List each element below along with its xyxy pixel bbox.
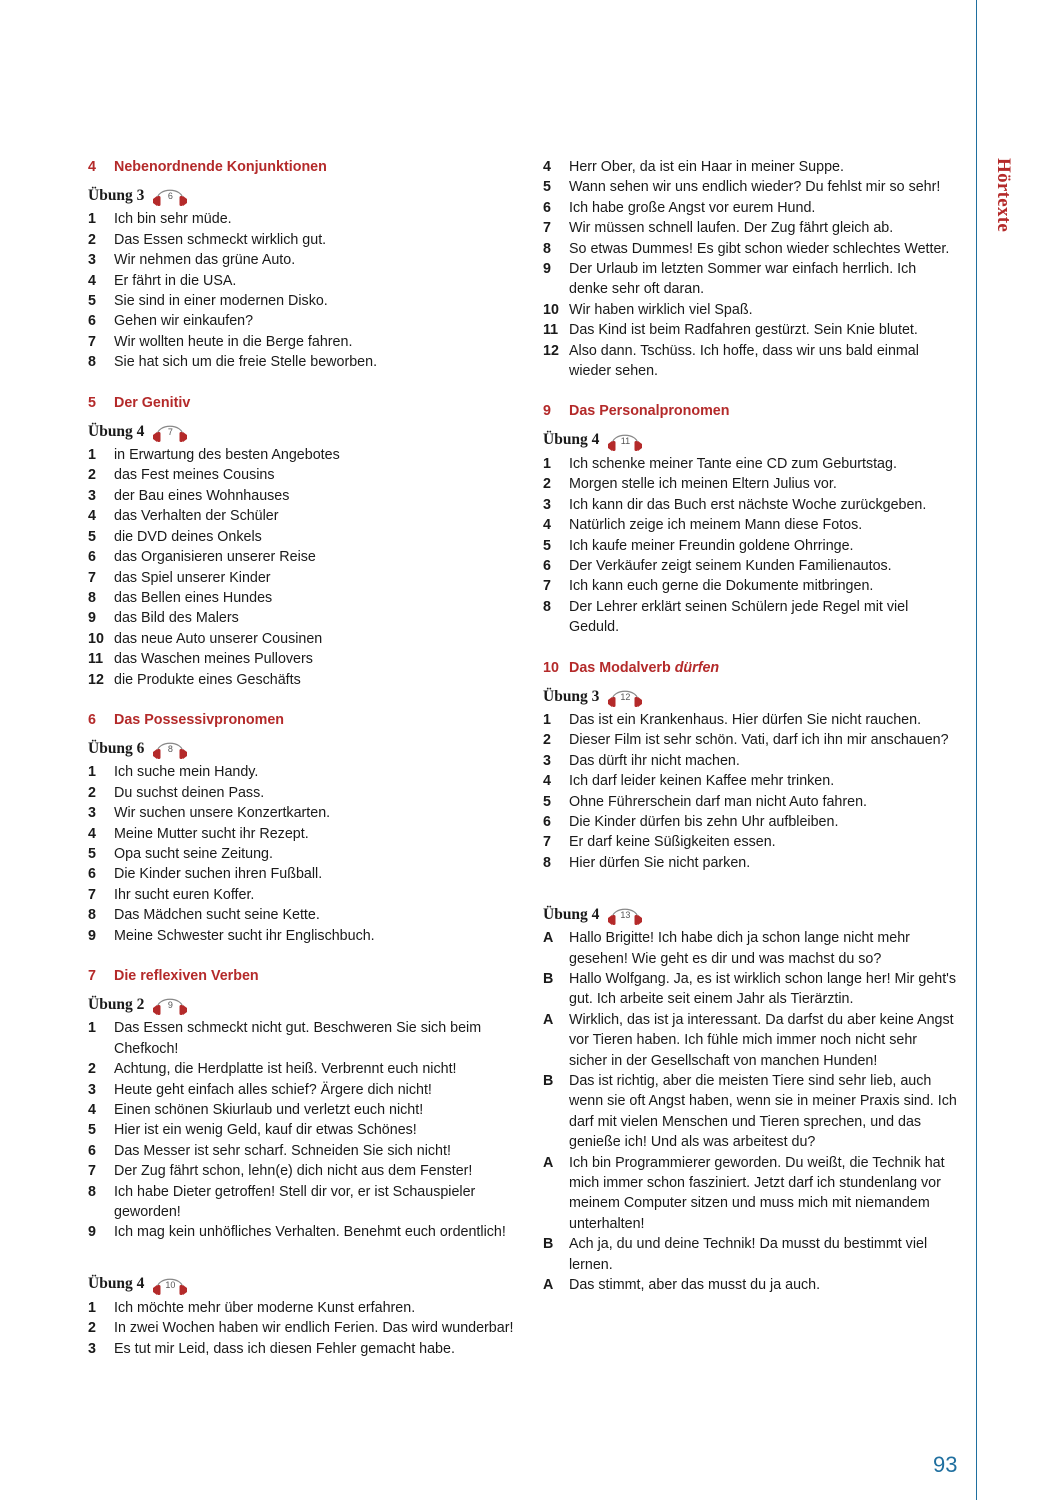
list-item	[88, 230, 518, 250]
item-number: 4	[543, 773, 551, 790]
item-text: Das Kind ist beim Radfahren gestürzt. Sein Knie blutet.	[569, 322, 918, 339]
item-number: A	[543, 930, 554, 947]
item-number: 7	[88, 569, 96, 586]
track-number: 11	[620, 435, 631, 446]
list-item	[88, 1120, 518, 1140]
item-number: 5	[88, 528, 96, 545]
list-item	[88, 1018, 518, 1059]
item-text: Herr Ober, da ist ein Haar in meiner Suppe.	[569, 159, 844, 175]
item-text: Ich kaufe meiner Freundin goldene Ohrringe.	[569, 537, 854, 554]
item-text: Ihr sucht euren Koffer.	[114, 886, 255, 903]
item-text: das Bild des Malers	[114, 610, 239, 627]
item-text: die Produkte eines Geschäfts	[114, 671, 301, 688]
list-item	[543, 812, 958, 832]
track-number: 8	[167, 744, 173, 755]
section-title: Das Possessivpronomen	[114, 711, 285, 728]
item-number: 11	[88, 651, 104, 668]
item-text: das Waschen meines Pullovers	[114, 651, 313, 668]
headphones-icon[interactable]	[606, 901, 644, 927]
list-item	[543, 969, 958, 1010]
section-number: 9	[543, 403, 551, 420]
item-text: Wir müssen schnell laufen. Der Zug fährt gleich ab.	[569, 220, 894, 237]
item-number: 1	[88, 447, 96, 464]
exercise-title: Übung 4	[88, 422, 145, 440]
item-text: das Spiel unserer Kinder	[114, 569, 271, 586]
list-item	[88, 486, 518, 506]
item-number: 2	[88, 784, 96, 801]
item-text: das Bellen eines Hundes	[114, 589, 273, 606]
item-number: 9	[88, 927, 96, 944]
section-heading	[88, 157, 518, 177]
item-text: Morgen stelle ich meinen Eltern Julius vor.	[569, 476, 837, 493]
headphones-icon[interactable]	[606, 427, 644, 453]
track-number: 7	[167, 427, 173, 438]
list-item	[88, 209, 518, 229]
list-item	[88, 547, 518, 567]
item-text: Das stimmt, aber das musst du ja auch.	[569, 1277, 821, 1294]
item-number: 3	[88, 487, 96, 504]
list-item	[543, 1153, 958, 1235]
list-item	[543, 259, 958, 300]
item-number: A	[543, 1277, 554, 1294]
item-text: Einen schönen Skiurlaub und verletzt euch nicht!	[114, 1102, 424, 1119]
list-item	[88, 803, 518, 823]
item-number: 9	[88, 1224, 96, 1241]
item-number: 8	[88, 354, 96, 371]
item-number: A	[543, 1154, 554, 1171]
list-item	[543, 710, 958, 730]
exercise-list	[88, 1018, 518, 1242]
item-text: der Bau eines Wohnhauses	[114, 487, 290, 504]
item-number: 1	[88, 764, 96, 781]
list-item	[543, 320, 958, 340]
item-text: So etwas Dummes! Es gibt schon wieder schlechtes Wetter.	[569, 240, 950, 257]
item-number: 6	[88, 549, 96, 566]
item-text: Wir haben wirklich viel Spaß.	[569, 301, 753, 318]
item-text: Das Essen schmeckt nicht gut. Beschweren Sie sich beim Chefkoch!	[114, 1020, 482, 1057]
track-number: 10	[165, 1279, 176, 1290]
item-number: 6	[88, 866, 96, 883]
list-item	[543, 1071, 958, 1153]
list-item	[543, 1234, 958, 1275]
item-number: 6	[543, 557, 551, 574]
item-text: Hier dürfen Sie nicht parken.	[569, 854, 751, 871]
item-text: Ich bin sehr müde.	[114, 211, 232, 228]
item-text: Das dürft ihr nicht machen.	[569, 752, 740, 769]
list-item	[543, 198, 958, 218]
item-text: Er fährt in die USA.	[114, 272, 237, 289]
item-text: Meine Mutter sucht ihr Rezept.	[114, 825, 309, 842]
item-number: 3	[88, 1340, 96, 1357]
exercise-title: Übung 4	[543, 905, 600, 923]
item-number: 7	[543, 220, 551, 237]
item-number: 1	[88, 1020, 96, 1037]
list-item	[543, 792, 958, 812]
item-text: Sie sind in einer modernen Disko.	[114, 293, 328, 310]
item-number: 8	[88, 1183, 96, 1200]
item-number: 5	[543, 537, 551, 554]
item-text: Ich kann dir das Buch erst nächste Woche zurückgeben.	[569, 496, 927, 513]
item-number: 2	[88, 1320, 96, 1337]
item-number: 5	[543, 793, 551, 810]
list-item	[88, 885, 518, 905]
item-text: Du suchst deinen Pass.	[114, 784, 265, 801]
section-heading	[88, 966, 518, 986]
section-title-text: Das Modalverb	[569, 659, 671, 676]
item-number: 2	[88, 467, 96, 484]
item-number: 8	[543, 240, 551, 257]
exercise-title: Übung 4	[88, 1275, 145, 1293]
list-item	[543, 536, 958, 556]
item-text: Ich darf leider keinen Kaffee mehr trinken.	[569, 773, 835, 790]
section-heading	[88, 393, 518, 413]
item-number: 8	[543, 854, 551, 871]
item-text: Ich mag kein unhöfliches Verhalten. Benehmt euch ordentlich!	[114, 1224, 506, 1241]
list-item	[88, 844, 518, 864]
item-text: Opa sucht seine Zeitung.	[114, 845, 273, 862]
section-title	[569, 658, 719, 678]
exercise-list	[543, 710, 958, 873]
exercise-heading	[88, 182, 518, 208]
item-number: 4	[88, 1102, 96, 1119]
item-number: 7	[543, 578, 551, 595]
exercise-heading	[88, 1271, 518, 1297]
headphones-icon[interactable]	[151, 418, 189, 444]
item-text: Der Urlaub im letzten Sommer war einfach herrlich. Ich denke sehr oft daran.	[569, 261, 917, 298]
section-number: 4	[88, 159, 96, 175]
list-item	[88, 445, 518, 465]
item-text: in Erwartung des besten Angebotes	[114, 447, 340, 464]
item-number: 12	[543, 342, 559, 359]
item-text: Die Kinder dürfen bis zehn Uhr aufbleiben.	[569, 813, 839, 830]
list-item	[543, 597, 958, 638]
list-item	[543, 928, 958, 969]
list-item	[543, 1010, 958, 1071]
section-heading	[543, 658, 958, 678]
item-text: die DVD deines Onkels	[114, 528, 262, 545]
item-text: das neue Auto unserer Cousinen	[114, 630, 323, 647]
list-item	[88, 629, 518, 649]
section-title: Nebenordnende Konjunktionen	[114, 159, 327, 175]
item-number: 10	[88, 630, 104, 647]
item-number: 7	[543, 834, 551, 851]
item-text: Ich suche mein Handy.	[114, 764, 259, 781]
section-number: 10	[543, 659, 559, 676]
headphones-icon[interactable]	[151, 1271, 189, 1297]
item-number: 12	[88, 671, 104, 688]
headphones-icon[interactable]	[151, 735, 189, 761]
list-item	[88, 905, 518, 925]
list-item	[88, 1080, 518, 1100]
item-number: 7	[88, 333, 96, 350]
item-number: 2	[543, 476, 551, 493]
section-heading	[88, 710, 518, 730]
item-number: 6	[543, 813, 551, 830]
item-number: 1	[543, 711, 551, 728]
list-item	[88, 1161, 518, 1181]
track-number: 13	[620, 910, 631, 921]
item-text: Das ist richtig, aber die meisten Tiere sind sehr lieb, auch wenn sie oft Angst haben, wenn sie in meiner Praxis sind. Ich darf mit vielen Menschen und Tieren sprechen, und das genieße ich! Und als was arbeitest du?	[569, 1073, 957, 1151]
left-column	[88, 157, 518, 1359]
list-item	[88, 588, 518, 608]
section-title: Das Personalpronomen	[569, 403, 730, 420]
item-text: Sie hat sich um die freie Stelle beworben.	[114, 354, 378, 371]
item-text: Wir suchen unsere Konzertkarten.	[114, 805, 331, 822]
list-item	[543, 495, 958, 515]
exercise-heading	[543, 901, 958, 927]
item-number: 6	[88, 1142, 96, 1159]
headphones-icon[interactable]	[151, 182, 189, 208]
item-number: 7	[88, 886, 96, 903]
list-item	[543, 341, 958, 382]
item-number: 8	[543, 598, 551, 615]
list-item	[88, 506, 518, 526]
exercise-list	[543, 454, 958, 638]
margin-rule	[976, 0, 977, 1500]
list-item	[543, 853, 958, 873]
list-item	[543, 300, 958, 320]
item-number: 1	[543, 455, 551, 472]
item-text: In zwei Wochen haben wir endlich Ferien. Das wird wunderbar!	[114, 1320, 514, 1337]
item-number: 9	[543, 261, 551, 278]
item-number: 2	[543, 732, 551, 749]
item-text: Ich habe große Angst vor eurem Hund.	[569, 199, 816, 216]
item-text: Das Essen schmeckt wirklich gut.	[114, 231, 327, 248]
item-number: 3	[88, 1081, 96, 1098]
item-number: 1	[88, 211, 96, 228]
exercise-heading	[543, 683, 958, 709]
list-item	[88, 824, 518, 844]
item-number: 7	[88, 1163, 96, 1180]
side-label: Hörtexte	[993, 158, 1014, 233]
list-item	[88, 1059, 518, 1079]
item-text: Ohne Führerschein darf man nicht Auto fahren.	[569, 793, 868, 810]
item-number: 5	[88, 845, 96, 862]
list-item	[88, 762, 518, 782]
list-item	[88, 783, 518, 803]
track-number: 9	[167, 1000, 173, 1011]
exercise-title: Übung 2	[88, 996, 145, 1013]
item-number: A	[543, 1011, 554, 1028]
item-number: 6	[543, 199, 551, 216]
list-item	[543, 157, 958, 177]
list-item	[88, 1298, 518, 1318]
list-item	[88, 311, 518, 331]
item-number: 8	[88, 589, 96, 606]
headphones-icon[interactable]	[606, 683, 644, 709]
section-number: 6	[88, 711, 96, 728]
item-number: 4	[543, 517, 551, 534]
item-text: Wirklich, das ist ja interessant. Da darfst du aber keine Angst vor Tieren haben. Ich fühle mich immer noch nicht sehr sicher in der Gesellschaft von manchen Hunden!	[569, 1011, 954, 1069]
item-text: Achtung, die Herdplatte ist heiß. Verbrennt euch nicht!	[114, 1061, 457, 1078]
item-number: 5	[88, 293, 96, 310]
section-title-emphasis: dürfen	[674, 659, 720, 676]
item-text: Der Verkäufer zeigt seinem Kunden Familienautos.	[569, 557, 892, 574]
item-text: Das ist ein Krankenhaus. Hier dürfen Sie nicht rauchen.	[569, 711, 922, 728]
exercise-list	[88, 209, 518, 372]
exercise-title: Übung 3	[88, 187, 145, 204]
right-column	[543, 157, 958, 1296]
exercise-list	[543, 157, 958, 381]
item-number: 5	[543, 179, 551, 196]
list-item	[88, 1339, 518, 1359]
item-text: Ach ja, du und deine Technik! Da musst du bestimmt viel lernen.	[569, 1236, 928, 1273]
item-text: Heute geht einfach alles schief? Ärgere dich nicht!	[114, 1081, 432, 1098]
list-item	[88, 649, 518, 669]
item-text: Meine Schwester sucht ihr Englischbuch.	[114, 927, 375, 944]
section-heading	[543, 401, 958, 421]
track-number: 6	[167, 191, 173, 202]
list-item	[543, 730, 958, 750]
item-number: 4	[88, 272, 96, 289]
list-item	[88, 864, 518, 884]
exercise-title: Übung 3	[543, 687, 600, 705]
item-text: Also dann. Tschüss. Ich hoffe, dass wir uns bald einmal wieder sehen.	[569, 342, 919, 380]
list-item	[543, 177, 958, 197]
item-number: 4	[88, 508, 96, 525]
section-number: 5	[88, 394, 96, 411]
item-text: Ich bin Programmierer geworden. Du weißt, die Technik hat mich immer schon fasziniert. Jetzt darf ich stundenlang vor meinem Computer sitzen und muss mich mit niemandem unterhalten!	[569, 1154, 945, 1232]
exercise-list	[88, 445, 518, 690]
item-text: Hallo Brigitte! Ich habe dich ja schon lange nicht mehr gesehen! Wie geht es dir und was machst du so?	[569, 930, 910, 967]
item-text: Gehen wir einkaufen?	[114, 313, 254, 330]
item-number: 3	[543, 752, 551, 769]
item-number: B	[543, 1073, 554, 1090]
item-text: Ich habe Dieter getroffen! Stell dir vor, er ist Schauspieler geworden!	[114, 1183, 476, 1221]
item-text: Ich kann euch gerne die Dokumente mitbringen.	[569, 578, 874, 595]
item-number: B	[543, 1236, 554, 1253]
list-item	[543, 576, 958, 596]
item-number: 3	[88, 252, 96, 269]
list-item	[543, 1275, 958, 1295]
list-item	[543, 771, 958, 791]
list-item	[88, 1222, 518, 1242]
item-number: 3	[88, 805, 96, 822]
page-number: 93	[933, 1452, 958, 1477]
list-item	[88, 250, 518, 270]
item-text: Natürlich zeige ich meinem Mann diese Fotos.	[569, 517, 863, 534]
item-number: 10	[543, 301, 559, 318]
item-text: Das Messer ist sehr scharf. Schneiden Sie sich nicht!	[114, 1142, 451, 1159]
list-item	[88, 527, 518, 547]
section-title: Die reflexiven Verben	[114, 968, 259, 984]
exercise-list	[88, 762, 518, 946]
list-item	[88, 608, 518, 628]
item-text: Es tut mir Leid, dass ich diesen Fehler gemacht habe.	[114, 1340, 455, 1357]
item-text: Dieser Film ist sehr schön. Vati, darf ich ihn mir anschauen?	[569, 732, 949, 749]
list-item	[88, 291, 518, 311]
exercise-heading	[543, 427, 958, 453]
list-item	[543, 832, 958, 852]
item-text: Ich schenke meiner Tante eine CD zum Geburtstag.	[569, 455, 897, 472]
item-number: 5	[88, 1122, 96, 1139]
item-number: B	[543, 971, 554, 987]
exercise-heading	[88, 991, 518, 1017]
list-item	[543, 556, 958, 576]
item-text: Die Kinder suchen ihren Fußball.	[114, 866, 323, 883]
item-text: das Fest meines Cousins	[114, 467, 275, 484]
list-item	[88, 1318, 518, 1338]
item-text: Wann sehen wir uns endlich wieder? Du fehlst mir so sehr!	[569, 179, 941, 196]
item-number: 2	[88, 231, 96, 248]
item-text: Der Zug fährt schon, lehn(e) dich nicht aus dem Fenster!	[114, 1163, 473, 1180]
list-item	[88, 465, 518, 485]
item-text: das Organisieren unserer Reise	[114, 549, 316, 566]
item-text: das Verhalten der Schüler	[114, 508, 279, 525]
list-item	[543, 218, 958, 238]
list-item	[88, 1141, 518, 1161]
item-text: Er darf keine Süßigkeiten essen.	[569, 834, 776, 851]
item-text: Wir wollten heute in die Berge fahren.	[114, 333, 353, 350]
exercise-title: Übung 4	[543, 431, 600, 449]
item-number: 6	[88, 313, 96, 330]
list-item	[543, 751, 958, 771]
section-number: 7	[88, 968, 96, 984]
item-number: 3	[543, 496, 551, 513]
item-text: Der Lehrer erklärt seinen Schülern jede Regel mit viel Geduld.	[569, 598, 909, 636]
list-item	[88, 1100, 518, 1120]
list-item	[88, 926, 518, 946]
exercise-heading	[88, 735, 518, 761]
item-text: Hier ist ein wenig Geld, kauf dir etwas Schönes!	[114, 1122, 417, 1139]
list-item	[88, 332, 518, 352]
item-text: Wir nehmen das grüne Auto.	[114, 252, 296, 269]
item-text: Das Mädchen sucht seine Kette.	[114, 907, 320, 924]
exercise-list	[88, 1298, 518, 1359]
item-text: Hallo Wolfgang. Ja, es ist wirklich schon lange her! Mir geht's gut. Ich arbeite seit einem Jahr als Tierärztin.	[569, 971, 957, 1008]
dialog-list	[543, 928, 958, 1295]
list-item	[88, 568, 518, 588]
list-item	[88, 670, 518, 690]
item-number: 4	[543, 159, 551, 175]
list-item	[543, 474, 958, 494]
item-number: 4	[88, 825, 96, 842]
list-item	[543, 515, 958, 535]
item-number: 11	[543, 322, 559, 339]
track-number: 12	[620, 691, 631, 702]
section-title: Der Genitiv	[114, 394, 191, 411]
item-text: Ich möchte mehr über moderne Kunst erfahren.	[114, 1299, 416, 1316]
list-item	[543, 454, 958, 474]
item-number: 2	[88, 1061, 96, 1078]
list-item	[88, 271, 518, 291]
list-item	[88, 352, 518, 372]
item-number: 9	[88, 610, 96, 627]
list-item	[88, 1182, 518, 1223]
exercise-heading	[88, 418, 518, 444]
exercise-title: Übung 6	[88, 739, 145, 757]
list-item	[543, 239, 958, 259]
item-number: 1	[88, 1299, 96, 1316]
item-number: 8	[88, 907, 96, 924]
headphones-icon[interactable]	[151, 991, 189, 1017]
